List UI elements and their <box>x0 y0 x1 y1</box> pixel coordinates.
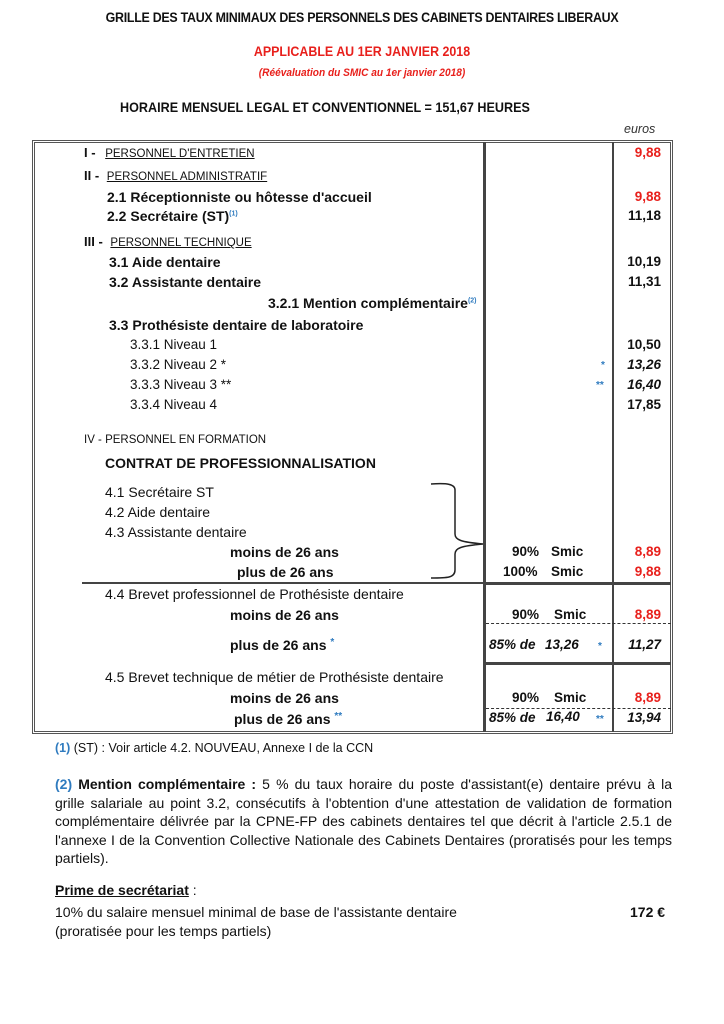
section-personnel-technique <box>84 234 252 249</box>
base-label: Smic <box>554 607 587 622</box>
section-label: PERSONNEL ADMINISTRATIF <box>106 171 268 183</box>
prime-title: Prime de secrétariat <box>55 882 189 898</box>
revaluation-note: (Réévaluation du SMIC au 1er janvier 2018) <box>258 67 466 79</box>
section-personnel-formation: IV - PERSONNEL EN FORMATION <box>84 434 267 446</box>
footnote-title: Mention complémentaire : <box>78 776 257 792</box>
asterisk-marker: ** <box>334 711 343 722</box>
prime-colon: : <box>188 882 197 898</box>
level-label: 3.3.2 Niveau 2 * <box>130 357 227 372</box>
roman-numeral: II - <box>84 168 100 183</box>
job-title: 3.1 Aide dentaire <box>109 254 221 270</box>
rate-value: 8,89 <box>634 544 661 559</box>
percentage: 85% de <box>489 710 536 725</box>
age-label: moins de 26 ans <box>230 690 339 706</box>
job-title: 3.2 Assistante dentaire <box>109 274 261 290</box>
rate-value: 9,88 <box>634 189 661 204</box>
percentage: 90% <box>512 607 540 622</box>
base-label: Smic <box>554 690 587 705</box>
asterisk-marker: * <box>330 637 335 648</box>
footnote-number: (2) <box>55 776 73 792</box>
asterisk-marker: ** <box>596 714 604 725</box>
unit-label: euros <box>624 122 656 136</box>
rate-value: 10,19 <box>627 254 661 269</box>
job-title: 3.3 Prothésiste dentaire de laboratoire <box>109 317 364 333</box>
group-item: 4.2 Aide dentaire <box>105 504 211 520</box>
footnote-text: 5 % du taux horaire du poste d'assistant(e) dentaire prévu à la grille salariale au point 3.2, consécutifs à l'obtention d'une attestation de validation de formation complémentaire délivrée par la CPNE-FP des cabinets dentaires tel que décrit à l'article 2.5.1 de l'annexe I de la Convention Collective Nationale des Cabinets Dentaires (proratisés pour les temps partiels). <box>55 776 672 866</box>
rate-value: 11,18 <box>627 208 661 223</box>
section-label: PERSONNEL TECHNIQUE <box>110 237 252 249</box>
monthly-hours: HORAIRE MENSUEL LEGAL ET CONVENTIONNEL = 151,67 HEURES <box>120 99 530 115</box>
asterisk-marker: * <box>598 641 602 652</box>
age-label <box>230 637 334 653</box>
base-value: 13,26 <box>545 637 579 652</box>
job-title: 2.1 Réceptionniste ou hôtesse d'accueil <box>107 189 372 205</box>
rate-value: 11,31 <box>627 274 661 289</box>
rate-value: 9,88 <box>634 564 661 579</box>
age-label: moins de 26 ans <box>230 544 339 560</box>
program-title: 4.5 Brevet technique de métier de Prothésiste dentaire <box>105 669 444 685</box>
job-title-text: 3.2.1 Mention complémentaire <box>268 295 468 311</box>
footnote-number: (1) <box>55 741 71 755</box>
job-title <box>107 208 238 224</box>
row-divider <box>484 662 671 665</box>
footnote-ref: (1) <box>229 210 238 218</box>
prime-note: (proratisée pour les temps partiels) <box>55 923 272 939</box>
level-label: 3.3.3 Niveau 3 ** <box>130 377 232 392</box>
percentage: 85% de <box>489 637 536 652</box>
column-divider <box>483 142 486 732</box>
age-label-text: plus de 26 ans <box>230 637 327 653</box>
level-label: 3.3.1 Niveau 1 <box>130 337 218 352</box>
age-label: moins de 26 ans <box>230 607 339 623</box>
base-value: 16,40 <box>546 709 580 724</box>
section-label: PERSONNEL D'ENTRETIEN <box>105 148 255 160</box>
rate-value: 11,27 <box>628 637 661 652</box>
footnote-ref: (2) <box>467 297 477 305</box>
rate-value: 9,88 <box>634 145 661 160</box>
group-item: 4.3 Assistante dentaire <box>105 524 247 540</box>
rate-value: 8,89 <box>634 607 661 622</box>
rate-value: 13,26 <box>627 357 661 372</box>
prime-amount: 172 € <box>630 904 666 920</box>
curly-brace-icon <box>425 482 485 580</box>
dashed-divider <box>486 623 671 624</box>
age-label <box>234 711 342 727</box>
rate-value: 16,40 <box>627 377 661 392</box>
prime-description: 10% du salaire mensuel minimal de base de l'assistante dentaire <box>55 904 457 920</box>
contract-title: CONTRAT DE PROFESSIONNALISATION <box>105 455 376 471</box>
percentage: 90% <box>512 690 540 705</box>
level-label: 3.3.4 Niveau 4 <box>130 397 218 412</box>
rate-value: 10,50 <box>627 337 661 352</box>
group-item: 4.1 Secrétaire ST <box>105 484 214 500</box>
asterisk-marker: * <box>601 360 605 371</box>
section-personnel-entretien <box>84 145 255 160</box>
section-personnel-administratif <box>84 168 267 183</box>
rate-value: 8,89 <box>634 690 661 705</box>
base-label: Smic <box>551 564 584 579</box>
footnote-1 <box>55 741 373 755</box>
footnote-2 <box>55 775 672 868</box>
row-divider <box>484 582 671 585</box>
program-title: 4.4 Brevet professionnel de Prothésiste dentaire <box>105 586 404 602</box>
document-title: GRILLE DES TAUX MINIMAUX DES PERSONNELS DES CABINETS DENTAIRES LIBERAUX <box>105 10 619 25</box>
asterisk-marker: ** <box>596 380 604 391</box>
base-label: Smic <box>551 544 584 559</box>
age-label: plus de 26 ans <box>237 564 334 580</box>
row-divider <box>82 582 484 584</box>
rate-value: 13,94 <box>627 710 661 725</box>
rate-value: 17,85 <box>627 397 661 412</box>
percentage: 90% <box>512 544 540 559</box>
age-label-text: plus de 26 ans <box>234 711 331 727</box>
prime-heading <box>55 882 197 898</box>
job-title <box>268 295 477 311</box>
job-title-text: 2.2 Secrétaire (ST) <box>107 208 230 224</box>
applicable-date: APPLICABLE AU 1ER JANVIER 2018 <box>253 44 471 59</box>
percentage: 100% <box>503 564 538 579</box>
footnote-text: (ST) : Voir article 4.2. NOUVEAU, Annexe I de la CCN <box>73 741 374 755</box>
roman-numeral: III - <box>84 234 103 249</box>
roman-numeral: I - <box>84 145 96 160</box>
